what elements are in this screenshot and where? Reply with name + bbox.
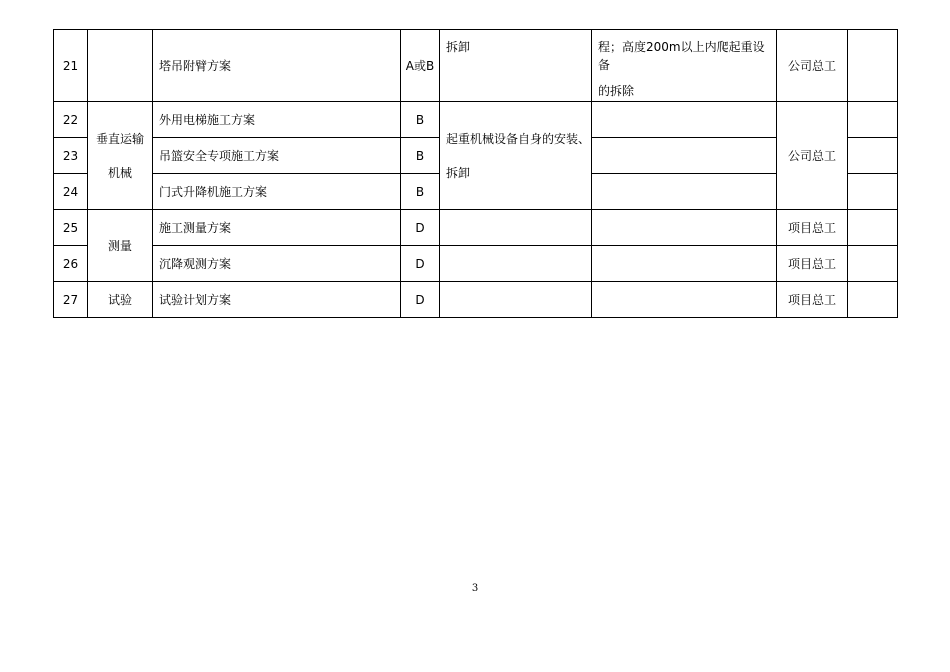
row-number: 21 <box>54 30 88 102</box>
scope-cell <box>440 246 592 282</box>
row-number: 22 <box>54 102 88 138</box>
row-number: 25 <box>54 210 88 246</box>
plan-level: D <box>401 246 440 282</box>
page-number: 3 <box>471 583 479 594</box>
scope-cell <box>440 30 592 102</box>
plan-level: B <box>401 102 440 138</box>
table-row <box>54 282 898 318</box>
table-row <box>54 246 898 282</box>
description-line: 的拆除 <box>598 84 635 98</box>
description-line: 程；高度200m以上内爬起重设备 <box>598 40 765 72</box>
approver: 项目总工 <box>777 210 848 246</box>
category-cell: 测量 <box>88 210 153 282</box>
row-number: 27 <box>54 282 88 318</box>
plan-name: 外用电梯施工方案 <box>153 102 401 138</box>
scope-text: 拆卸 <box>446 40 471 54</box>
table-row <box>54 210 898 246</box>
blank-cell <box>848 210 898 246</box>
construction-plan-table <box>53 29 898 318</box>
row-number: 24 <box>54 174 88 210</box>
row-number: 23 <box>54 138 88 174</box>
plan-level: A或B <box>401 30 440 102</box>
description-cell <box>592 30 777 102</box>
description-cell <box>592 102 777 138</box>
scope-cell <box>440 102 592 210</box>
plan-level: B <box>401 174 440 210</box>
category-cell <box>88 102 153 210</box>
plan-name: 吊篮安全专项施工方案 <box>153 138 401 174</box>
table-row <box>54 30 898 102</box>
category-cell: 试验 <box>88 282 153 318</box>
plan-name: 施工测量方案 <box>153 210 401 246</box>
plan-level: B <box>401 138 440 174</box>
plan-level: D <box>401 282 440 318</box>
table-row <box>54 102 898 138</box>
plan-name: 沉降观测方案 <box>153 246 401 282</box>
blank-cell <box>848 246 898 282</box>
scope-line: 起重机械设备自身的安装、 <box>446 131 591 146</box>
description-cell <box>592 282 777 318</box>
scope-cell <box>440 282 592 318</box>
description-cell <box>592 210 777 246</box>
plan-level: D <box>401 210 440 246</box>
description-cell <box>592 246 777 282</box>
row-number: 26 <box>54 246 88 282</box>
approver: 公司总工 <box>777 102 848 210</box>
description-cell <box>592 174 777 210</box>
scope-line: 拆卸 <box>446 165 471 180</box>
approver: 公司总工 <box>777 30 848 102</box>
category-cell <box>88 30 153 102</box>
approver: 项目总工 <box>777 282 848 318</box>
blank-cell <box>848 30 898 102</box>
blank-cell <box>848 138 898 174</box>
blank-cell <box>848 174 898 210</box>
plan-name: 试验计划方案 <box>153 282 401 318</box>
description-cell <box>592 138 777 174</box>
scope-cell <box>440 210 592 246</box>
blank-cell <box>848 282 898 318</box>
category-line: 机械 <box>107 165 132 180</box>
approver: 项目总工 <box>777 246 848 282</box>
plan-name: 塔吊附臂方案 <box>153 30 401 102</box>
category-line: 垂直运输 <box>95 131 144 146</box>
plan-name: 门式升降机施工方案 <box>153 174 401 210</box>
blank-cell <box>848 102 898 138</box>
